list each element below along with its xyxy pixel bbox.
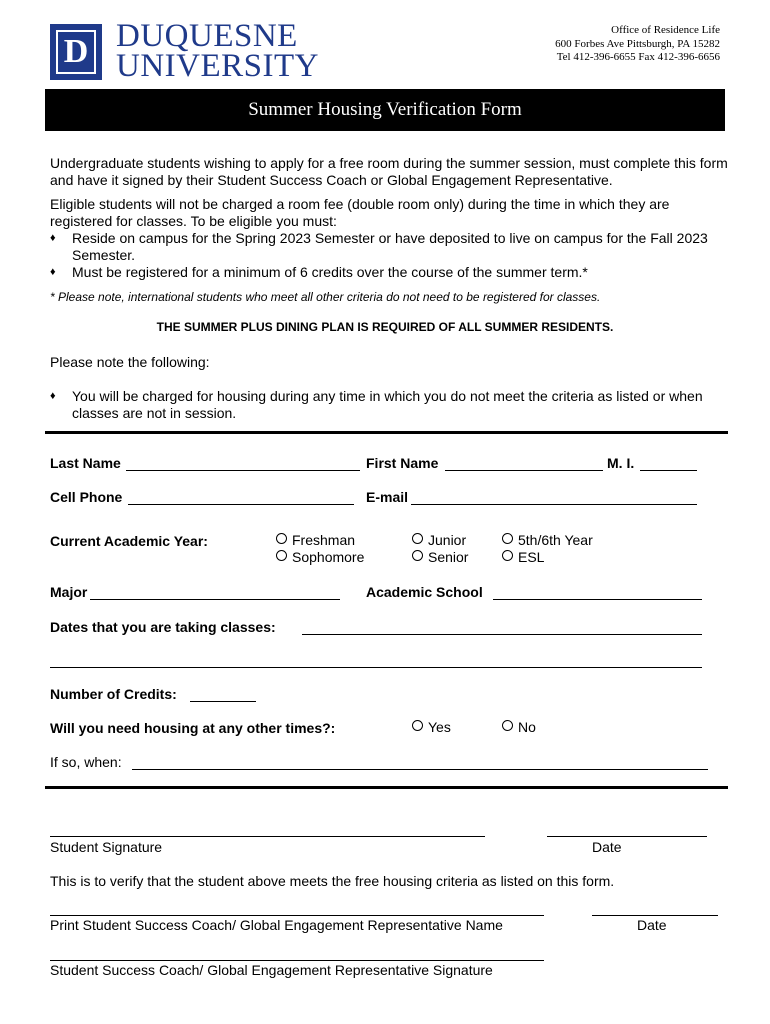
note-following-label: Please note the following: bbox=[50, 354, 210, 370]
year-option-sophomore[interactable] bbox=[276, 549, 364, 566]
eligibility-bullet-1-text: Reside on campus for the Spring 2023 Semester or have deposited to live on campus for the Fall 2023 Semester. bbox=[72, 230, 708, 263]
office-address bbox=[555, 24, 720, 65]
charge-bullet bbox=[50, 388, 730, 422]
class-dates-field[interactable] bbox=[302, 619, 702, 635]
form-title: Summer Housing Verification Form bbox=[45, 89, 725, 131]
student-date-field[interactable] bbox=[547, 821, 707, 837]
international-note: * Please note, international students who meet all other criteria do not need to be registered for classes. bbox=[50, 290, 601, 304]
coach-name-field[interactable] bbox=[50, 900, 544, 916]
other-times-no-label: No bbox=[518, 719, 536, 735]
coach-signature-label: Student Success Coach/ Global Engagement Representative Signature bbox=[50, 962, 493, 978]
year-option-freshman[interactable] bbox=[276, 532, 355, 549]
year-option-junior[interactable] bbox=[412, 532, 466, 549]
first-name-field[interactable] bbox=[445, 455, 603, 471]
year-option-senior[interactable] bbox=[412, 549, 468, 566]
student-signature-field[interactable] bbox=[50, 821, 485, 837]
cell-phone-label: Cell Phone bbox=[50, 489, 123, 505]
intro-paragraph-2: Eligible students will not be charged a room fee (double room only) during the time in which they are registered for classes. To be eligible you must: bbox=[50, 196, 670, 229]
eligibility-bullet-2 bbox=[50, 264, 730, 281]
dining-plan-notice: THE SUMMER PLUS DINING PLAN IS REQUIRED OF ALL SUMMER RESIDENTS. bbox=[156, 320, 614, 334]
intro-paragraph-1: Undergraduate students wishing to apply for a free room during the summer session, must complete this form and have it signed by their Student Success Coach or Global Engagement Representative. bbox=[50, 155, 728, 188]
middle-initial-label: M. I. bbox=[607, 455, 635, 471]
credits-label: Number of Credits: bbox=[50, 686, 177, 702]
radio-circle-icon bbox=[276, 550, 287, 561]
if-so-when-field[interactable] bbox=[132, 754, 708, 770]
eligibility-bullet-1 bbox=[50, 230, 730, 264]
credits-field[interactable] bbox=[190, 686, 256, 702]
office-phone-fax: Tel 412-396-6655 Fax 412-396-6656 bbox=[556, 51, 720, 63]
last-name-label: Last Name bbox=[50, 455, 121, 471]
middle-initial-field[interactable] bbox=[640, 455, 697, 471]
radio-circle-icon bbox=[276, 533, 287, 544]
year-option-senior-label: Senior bbox=[428, 549, 469, 565]
section-divider-bottom bbox=[45, 786, 728, 789]
coach-signature-field[interactable] bbox=[50, 945, 544, 961]
first-name-label: First Name bbox=[366, 455, 439, 471]
radio-circle-icon bbox=[502, 720, 513, 731]
radio-circle-icon bbox=[502, 533, 513, 544]
email-field[interactable] bbox=[411, 489, 697, 505]
logo-letter: D bbox=[63, 33, 89, 70]
radio-circle-icon bbox=[412, 533, 423, 544]
eligibility-bullet-2-text: Must be registered for a minimum of 6 credits over the course of the summer term.* bbox=[72, 264, 588, 280]
other-times-label: Will you need housing at any other times?: bbox=[50, 720, 336, 736]
year-option-5th-6th[interactable] bbox=[502, 532, 593, 549]
office-street: 600 Forbes Ave Pittsburgh, PA 15282 bbox=[555, 37, 720, 50]
radio-circle-icon bbox=[412, 720, 423, 731]
diamond-bullet-icon: ♦ bbox=[50, 232, 56, 244]
charge-bullet-text: You will be charged for housing during any time in which you do not meet the criteria as listed or when classes are not in session. bbox=[72, 388, 703, 421]
major-field[interactable] bbox=[90, 584, 340, 600]
verification-statement: This is to verify that the student above meets the free housing criteria as listed on this form. bbox=[50, 873, 615, 889]
year-option-freshman-label: Freshman bbox=[292, 532, 356, 548]
year-option-esl-label: ESL bbox=[518, 549, 545, 565]
year-option-esl[interactable] bbox=[502, 549, 544, 566]
logo-text-duquesne: DUQUESNE bbox=[116, 18, 298, 54]
cell-phone-field[interactable] bbox=[128, 489, 354, 505]
if-so-when-label: If so, when: bbox=[50, 754, 122, 770]
coach-name-label: Print Student Success Coach/ Global Engagement Representative Name bbox=[50, 917, 503, 933]
class-dates-field-line-2[interactable] bbox=[50, 652, 702, 668]
other-times-no[interactable] bbox=[502, 719, 536, 736]
class-dates-label: Dates that you are taking classes: bbox=[50, 619, 276, 635]
year-option-5th-6th-label: 5th/6th Year bbox=[518, 532, 593, 548]
office-name: Office of Residence Life bbox=[611, 24, 720, 36]
coach-date-field[interactable] bbox=[592, 900, 718, 916]
student-date-label: Date bbox=[592, 839, 622, 855]
year-option-junior-label: Junior bbox=[428, 532, 467, 548]
radio-circle-icon bbox=[502, 550, 513, 561]
other-times-yes[interactable] bbox=[412, 719, 451, 736]
coach-date-label: Date bbox=[637, 917, 667, 933]
major-label: Major bbox=[50, 584, 88, 600]
last-name-field[interactable] bbox=[126, 455, 360, 471]
academic-school-field[interactable] bbox=[493, 584, 702, 600]
university-logo-mark bbox=[50, 24, 102, 80]
diamond-bullet-icon: ♦ bbox=[50, 266, 56, 278]
year-option-sophomore-label: Sophomore bbox=[292, 549, 365, 565]
logo-text-university: UNIVERSITY bbox=[116, 48, 319, 84]
other-times-yes-label: Yes bbox=[428, 719, 451, 735]
academic-school-label: Academic School bbox=[366, 584, 483, 600]
student-signature-label: Student Signature bbox=[50, 839, 163, 855]
academic-year-label: Current Academic Year: bbox=[50, 533, 208, 549]
section-divider-top bbox=[45, 431, 728, 434]
email-label: E-mail bbox=[366, 489, 409, 505]
logo-frame bbox=[56, 30, 96, 74]
diamond-bullet-icon: ♦ bbox=[50, 390, 56, 402]
radio-circle-icon bbox=[412, 550, 423, 561]
